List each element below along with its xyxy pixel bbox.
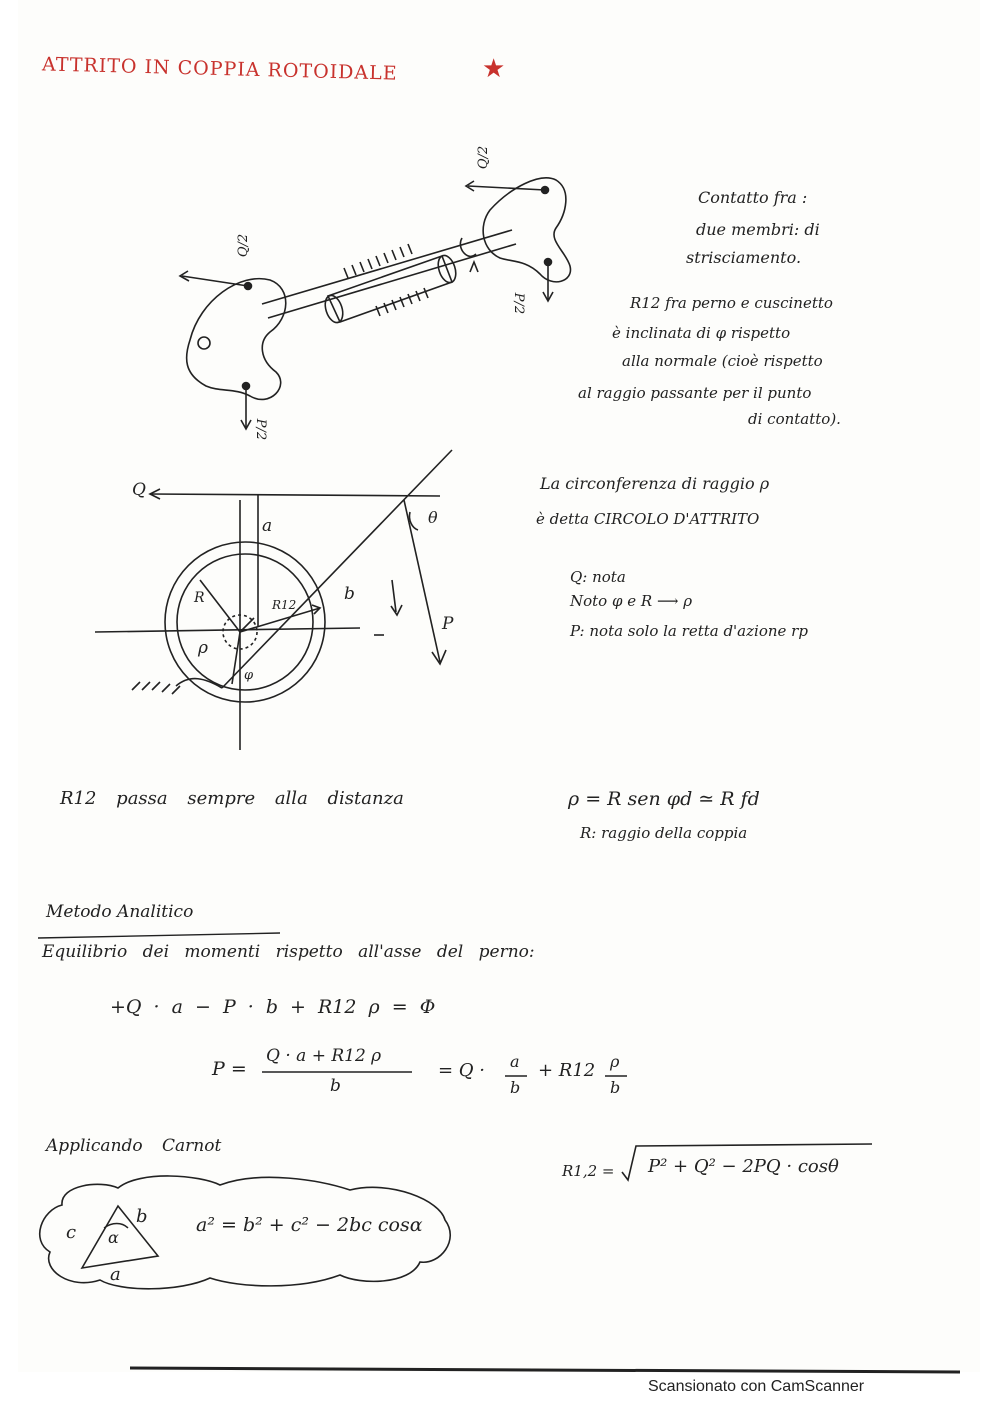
- fraction-den: b: [610, 1078, 621, 1097]
- label-p-right: P/2: [511, 292, 527, 315]
- given-note: Noto φ e R ⟶ ρ: [570, 592, 693, 610]
- label-r: R: [194, 590, 205, 606]
- note-line: due membri: di: [696, 220, 820, 239]
- label-b: b: [344, 584, 355, 604]
- equation-p-numerator: Q · a + R12 ρ: [266, 1046, 382, 1066]
- note-line: al raggio passante per il punto: [578, 384, 812, 402]
- carnot-formula-root: P² + Q² − 2PQ · cosθ: [648, 1156, 839, 1177]
- friction-circle-note: La circonferenza di raggio ρ: [540, 474, 770, 493]
- section-heading: Metodo Analitico: [46, 902, 194, 922]
- note-line: strisciamento.: [686, 248, 802, 267]
- label-r12: R12: [272, 598, 297, 612]
- fraction-den: b: [510, 1078, 521, 1097]
- given-note: Q: nota: [570, 568, 626, 586]
- triangle-label-c: c: [66, 1222, 77, 1243]
- note-line: Contatto fra :: [698, 188, 808, 207]
- given-note: P: nota solo la retta d'azione rp: [570, 622, 808, 640]
- note-line: è inclinata di φ rispetto: [612, 324, 791, 342]
- fraction-num: ρ: [610, 1052, 620, 1071]
- label-q-left: Q/2: [236, 233, 252, 258]
- distance-text: R12 passa sempre alla distanza: [60, 788, 404, 809]
- distance-note: R: raggio della coppia: [580, 824, 748, 842]
- triangle-label-b: b: [136, 1206, 148, 1227]
- equation-moments: +Q · a − P · b + R12 ρ = Φ: [110, 996, 436, 1018]
- label-rho: ρ: [198, 638, 208, 658]
- carnot-formula-left: R1,2 =: [562, 1162, 615, 1180]
- label-q: Q: [132, 480, 146, 500]
- triangle-label-a: a: [110, 1264, 121, 1285]
- page-title: ATTRITO IN COPPIA ROTOIDALE: [41, 53, 398, 85]
- triangle-label-alpha: α: [108, 1228, 119, 1247]
- label-q-top: Q/2: [476, 145, 492, 170]
- friction-circle-note: è detta CIRCOLO D'ATTRITO: [536, 510, 760, 528]
- camscanner-footer: Scansionato con CamScanner: [648, 1378, 865, 1395]
- note-line: R12 fra perno e cuscinetto: [630, 294, 833, 312]
- fraction-num: a: [510, 1052, 520, 1071]
- equation-p-denominator: b: [330, 1076, 341, 1096]
- label-phi: φ: [244, 668, 254, 683]
- equation-p-left: P =: [212, 1058, 247, 1080]
- distance-formula: ρ = R sen φd ≃ R fd: [568, 788, 760, 810]
- carnot-heading: Applicando Carnot: [46, 1136, 222, 1156]
- star-icon: ★: [482, 54, 506, 84]
- label-p: P: [442, 614, 454, 634]
- equation-p-right2: + R12: [538, 1060, 596, 1081]
- note-line: di contatto).: [748, 410, 841, 428]
- law-of-cosines: a² = b² + c² − 2bc cosα: [196, 1214, 423, 1236]
- equilibrium-text: Equilibrio dei momenti rispetto all'asse del perno:: [42, 942, 535, 962]
- equation-p-right: = Q ·: [438, 1060, 486, 1081]
- label-p-left: P/2: [253, 418, 269, 441]
- label-theta: θ: [428, 508, 438, 527]
- label-a: a: [262, 516, 273, 536]
- note-line: alla normale (cioè rispetto: [622, 352, 823, 370]
